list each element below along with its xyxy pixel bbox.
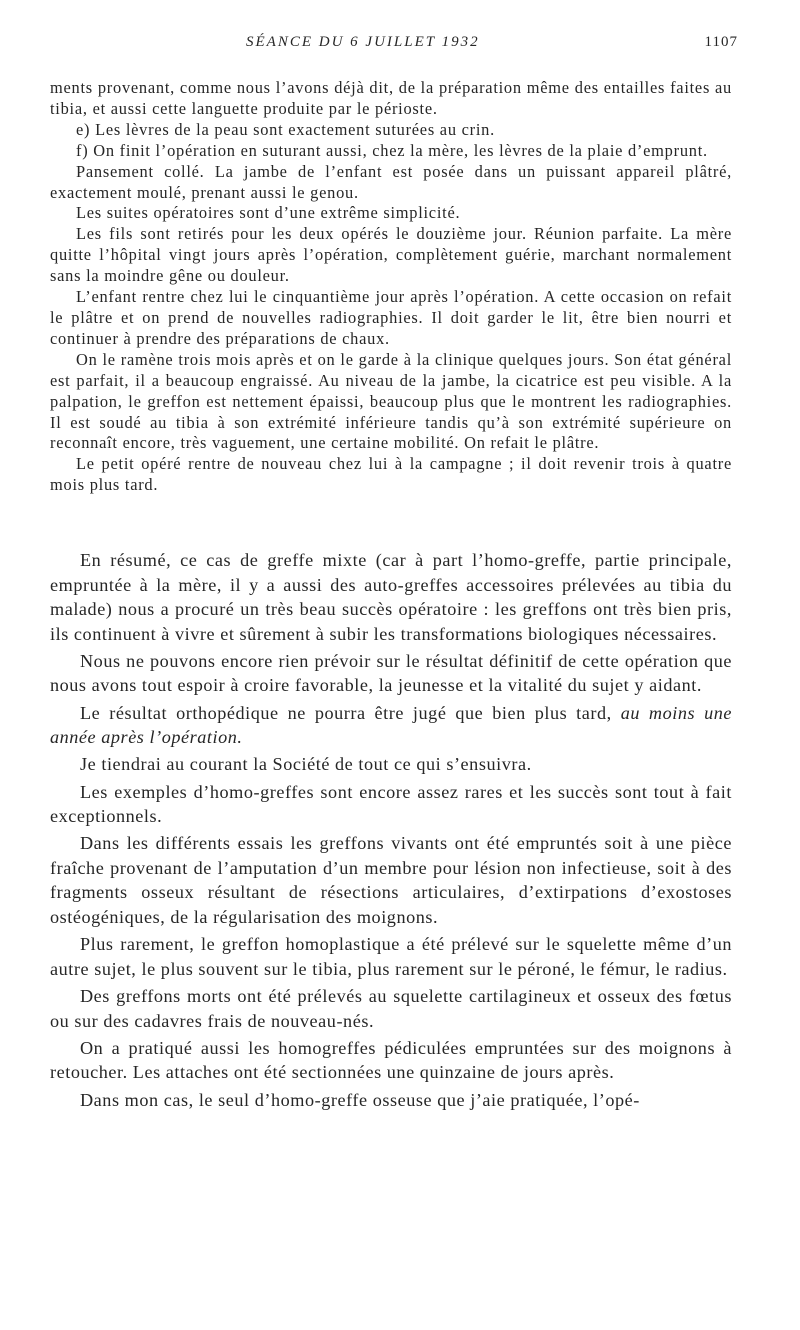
paragraph: Les exemples d’homo-greffes sont encore assez rares et les succès sont tout à fait exceptionnels.	[50, 781, 732, 827]
paragraph: On a pratiqué aussi les homogreffes pédiculées empruntées sur des moignons à retoucher. Les attaches ont été sectionnées une quinzaine de jours après.	[50, 1037, 732, 1083]
paragraph: Nous ne pouvons encore rien prévoir sur le résultat définitif de cette opération que nous avons tout espoir à croire favorable, la jeunesse et la vitalité du sujet y aidant.	[50, 650, 732, 696]
paragraph: En résumé, ce cas de greffe mixte (car à part l’homo-greffe, partie principale, empruntée à la mère, il y a aussi des auto-greffes accessoires prélevées au tibia du malade) nous a procuré un très beau succès opératoire : les greffons ont très bien pris, ils continuent à vivre et sûrement à subir les transformations biologiques nécessaires.	[50, 550, 732, 644]
small-print-section	[50, 78, 732, 496]
paragraph: L’enfant rentre chez lui le cinquantième jour après l’opération. A cette occasion on refait le plâtre et on prend de nouvelles radiographies. Il doit garder le lit, être bien nourri et continuer à prendre des préparations de chaux.	[50, 287, 732, 348]
paragraph-text: Le résultat orthopédique ne pourra être jugé que bien plus tard,	[80, 702, 612, 723]
paragraph: Plus rarement, le greffon homoplastique a été prélevé sur le squelette même d’un autre sujet, le plus souvent sur le tibia, plus rarement sur le péroné, le fémur, le radius.	[50, 934, 732, 979]
paragraph: On le ramène trois mois après et on le garde à la clinique quelques jours. Son état général est parfait, il a beaucoup engraissé. Au niveau de la jambe, la cicatrice est peu visible. A la palpation, le greffon est nettement épaissi, beaucoup plus que le montrent les radiographies. Il est soudé au tibia à son extrémité inférieure tandis qu’à son extrémité supérieure on reconnaît encore, très vaguement, une certaine mobilité. On refait le plâtre.	[50, 349, 732, 453]
paragraph: Des greffons morts ont été prélevés au squelette cartilagineux et osseux des fœtus ou sur des cadavres frais de nouveau-nés.	[50, 986, 732, 1031]
paragraph: Les suites opératoires sont d’une extrême simplicité.	[76, 203, 461, 223]
paragraph: Dans les différents essais les greffons vivants ont été empruntés soit à une pièce fraîche provenant de l’amputation d’un membre pour lésion non infectieuse, soit à des fragments osseux résultant de résections articulaires, d’extirpations d’exostoses ostéogéniques, de la régularisation des moignons.	[50, 833, 732, 927]
paragraph: ments provenant, comme nous l’avons déjà dit, de la préparation même des entailles faites au tibia, et aussi cette languette produite par le périoste.	[50, 78, 732, 118]
paragraph: Je tiendrai au courant la Société de tout ce qui s’ensuivra.	[80, 754, 532, 775]
main-text-section	[50, 548, 732, 1112]
paragraph: Dans mon cas, le seul d’homo-greffe osseuse que j’aie pratiquée, l’opé-	[80, 1089, 640, 1110]
paragraph: Les fils sont retirés pour les deux opérés le douzième jour. Réunion parfaite. La mère quitte l’hôpital vingt jours après l’opération, complètement guérie, marchant normalement sans la moindre gêne ou douleur.	[50, 224, 732, 286]
running-title: SÉANCE DU 6 JUILLET 1932	[246, 34, 480, 50]
running-head	[50, 34, 738, 56]
paragraph	[50, 701, 732, 750]
italic-emphasis: au moins une année après l’opération.	[50, 702, 732, 748]
page-number: 1107	[704, 34, 738, 50]
paragraph: f) On finit l’opération en suturant aussi, chez la mère, les lèvres de la plaie d’emprunt.	[76, 140, 708, 160]
paragraph: Pansement collé. La jambe de l’enfant est posée dans un puissant appareil plâtré, exactement moulé, prenant aussi le genou.	[50, 161, 732, 202]
paragraph: e) Les lèvres de la peau sont exactement suturées au crin.	[76, 119, 495, 139]
paragraph: Le petit opéré rentre de nouveau chez lui à la campagne ; il doit revenir trois à quatre mois plus tard.	[50, 454, 732, 495]
